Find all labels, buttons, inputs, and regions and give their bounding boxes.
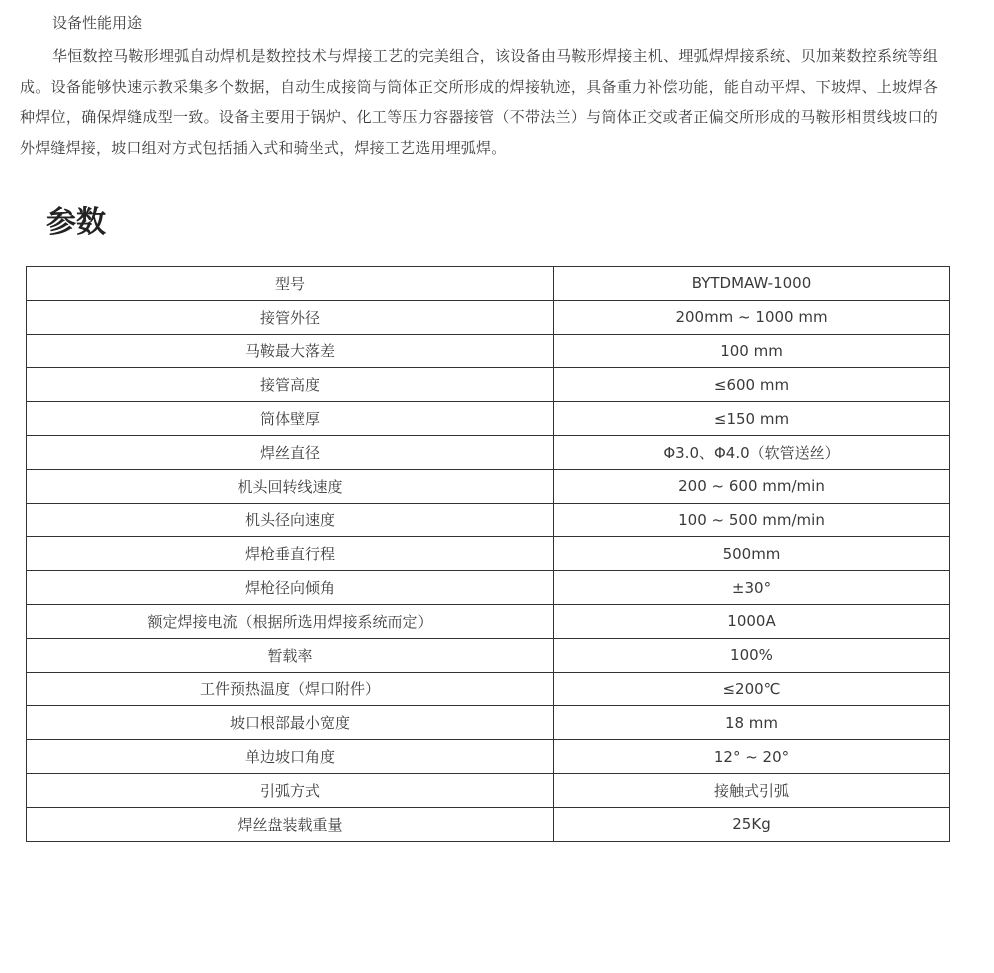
table-row: [27, 300, 950, 334]
table-row: [27, 402, 950, 436]
table-row: [27, 604, 950, 638]
spec-label: 引弧方式: [27, 773, 554, 807]
spec-value: 100 ~ 500 mm/min: [554, 503, 950, 537]
spec-value: BYTDMAW-1000: [554, 267, 950, 301]
spec-value: 12° ~ 20°: [554, 740, 950, 774]
spec-value: 500mm: [554, 537, 950, 571]
spec-value: Φ3.0、Φ4.0（软管送丝）: [554, 435, 950, 469]
spec-label: 工件预热温度（焊口附件）: [27, 672, 554, 706]
spec-label: 马鞍最大落差: [27, 334, 554, 368]
table-row: [27, 267, 950, 301]
spec-label: 机头径向速度: [27, 503, 554, 537]
table-row: [27, 503, 950, 537]
intro-paragraph: 华恒数控马鞍形埋弧自动焊机是数控技术与焊接工艺的完美组合，该设备由马鞍形焊接主机、埋弧焊焊接系统、贝加莱数控系统等组成。设备能够快速示教采集多个数据，自动生成接筒与筒体正交所形成的焊接轨迹，具备重力补偿功能，能自动平焊、下坡焊、上坡焊各种焊位，确保焊缝成型一致。设备主要用于锅炉、化工等压力容器接管（不带法兰）与筒体正交或者正偏交所形成的马鞍形相贯线坡口的外焊缝焊接，坡口组对方式包括插入式和骑坐式，焊接工艺选用埋弧焊。: [20, 47, 938, 157]
spec-label: 接管高度: [27, 368, 554, 402]
table-row: [27, 706, 950, 740]
spec-label: 额定焊接电流（根据所选用焊接系统而定）: [27, 604, 554, 638]
table-row: [27, 672, 950, 706]
spec-value: 200 ~ 600 mm/min: [554, 469, 950, 503]
spec-label: 焊丝盘装载重量: [27, 807, 554, 841]
spec-value: 接触式引弧: [554, 773, 950, 807]
spec-value: 100 mm: [554, 334, 950, 368]
spec-value: 18 mm: [554, 706, 950, 740]
section-title: 参数: [46, 205, 106, 240]
spec-label: 型号: [27, 267, 554, 301]
table-row: [27, 435, 950, 469]
spec-label: 筒体壁厚: [27, 402, 554, 436]
table-row: [27, 469, 950, 503]
table-row: [27, 740, 950, 774]
spec-label: 焊丝直径: [27, 435, 554, 469]
table-row: [27, 638, 950, 672]
table-row: [27, 571, 950, 605]
spec-label: 暂载率: [27, 638, 554, 672]
spec-value: ≤200℃: [554, 672, 950, 706]
table-row: [27, 368, 950, 402]
spec-value: 100%: [554, 638, 950, 672]
spec-value: 25Kg: [554, 807, 950, 841]
spec-label: 单边坡口角度: [27, 740, 554, 774]
spec-value: ≤150 mm: [554, 402, 950, 436]
spec-label: 坡口根部最小宽度: [27, 706, 554, 740]
spec-value: ±30°: [554, 571, 950, 605]
spec-label: 焊枪径向倾角: [27, 571, 554, 605]
table-row: [27, 773, 950, 807]
table-row: [27, 537, 950, 571]
spec-label: 焊枪垂直行程: [27, 537, 554, 571]
table-row: [27, 807, 950, 841]
spec-table: [26, 266, 950, 842]
spec-value: 200mm ~ 1000 mm: [554, 300, 950, 334]
spec-label: 接管外径: [27, 300, 554, 334]
spec-value: 1000A: [554, 604, 950, 638]
table-row: [27, 334, 950, 368]
spec-label: 机头回转线速度: [27, 469, 554, 503]
spec-value: ≤600 mm: [554, 368, 950, 402]
intro-heading: 设备性能用途: [52, 14, 143, 32]
